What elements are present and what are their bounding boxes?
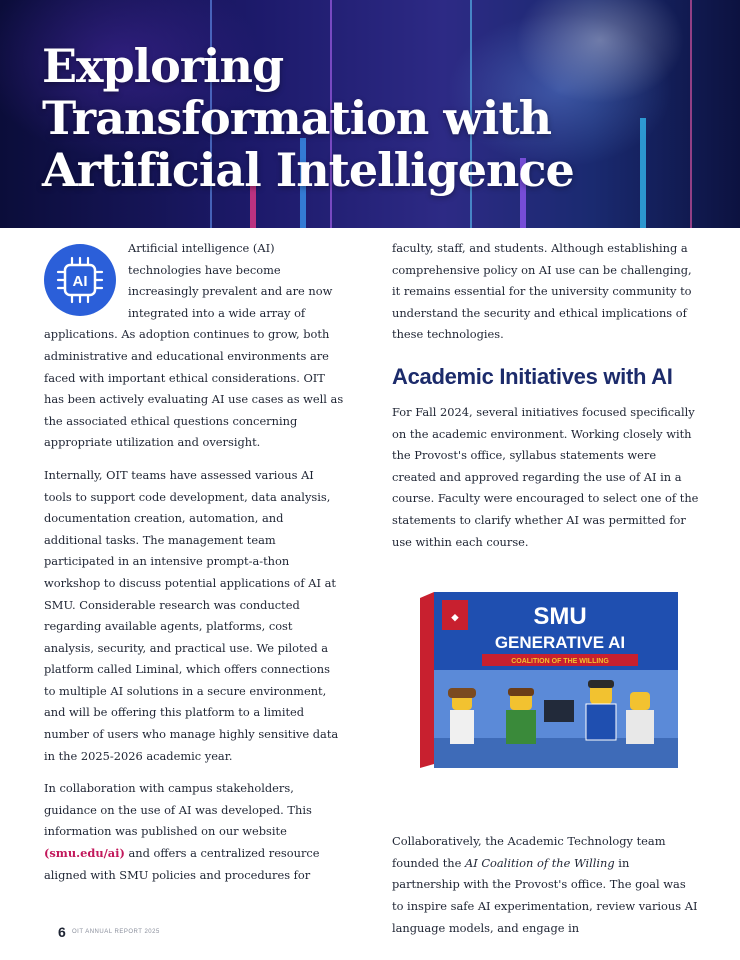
light-bar bbox=[640, 118, 646, 228]
title-line: Transformation with bbox=[42, 91, 552, 145]
generative-ai-box-image bbox=[420, 588, 682, 774]
computer-monitor bbox=[544, 700, 574, 722]
page-title bbox=[42, 40, 574, 196]
light-streak bbox=[690, 0, 692, 228]
box-title-generative-ai: GENERATIVE AI bbox=[494, 633, 626, 652]
hero-banner bbox=[0, 0, 740, 228]
ai-chip-icon bbox=[44, 244, 116, 316]
page-number: 6 bbox=[58, 924, 66, 940]
box-title-smu: SMU bbox=[533, 603, 587, 630]
text-run: Collaboratively, the Academic Technology team founded the bbox=[392, 834, 666, 870]
body-paragraph bbox=[44, 778, 344, 886]
website-link[interactable]: (smu.edu/ai) bbox=[44, 846, 125, 861]
text-run: In collaboration with campus stakeholders, guidance on the use of AI was developed. This information was published on our website bbox=[44, 781, 312, 839]
box-side bbox=[420, 592, 434, 768]
body-paragraph bbox=[392, 831, 700, 939]
figure-2 bbox=[506, 688, 536, 744]
figure-1 bbox=[448, 688, 476, 744]
text-run: and offers a centralized resource aligned with SMU policies and procedures for bbox=[44, 846, 320, 882]
title-line: Exploring bbox=[42, 39, 284, 93]
footer-label: OIT ANNUAL REPORT 2025 bbox=[72, 929, 160, 935]
intro-paragraph: Artificial intelligence (AI) technologies have become increasingly prevalent and are now integrated into a wide array of applications. As adoption continues to grow, both administrative and educational environments are faced with important ethical considerations. OIT has been actively evaluating AI use cases as well as the associated ethical questions concerning appropriate utilization and oversight. bbox=[44, 241, 344, 450]
box-subtitle: COALITION OF THE WILLING bbox=[511, 658, 609, 665]
ai-icon-label: AI bbox=[72, 273, 88, 290]
logo-mark-icon: ◆ bbox=[451, 612, 459, 622]
body-paragraph: faculty, staff, and students. Although establishing a comprehensive policy on AI use can be challenging, it remains essential for the university community to understand the security and ethical implications of these technologies. bbox=[392, 241, 692, 342]
figure-3 bbox=[586, 680, 616, 740]
title-line: Artificial Intelligence bbox=[42, 143, 574, 197]
text-run: in partnership with the Provost's office. The goal was to inspire safe AI experimentation, review various AI language models, and engage in bbox=[392, 855, 698, 935]
left-column bbox=[44, 238, 344, 897]
body-paragraph: For Fall 2024, several initiatives focused specifically on the academic environment. Working closely with the Provost's office, syllabus statements were created and approved regarding the use of AI in a course. Faculty were encouraged to select one of the statements to clarify whether AI was permitted for use within each course. bbox=[392, 404, 699, 549]
figure-4 bbox=[626, 692, 654, 744]
body-paragraph: Internally, OIT teams have assessed various AI tools to support code development, data analysis, documentation creation, automation, and additional tasks. The management team participated in an intensive prompt-a-thon workshop to discuss potential applications of AI at SMU. Considerable research was conducted regarding available agents, platforms, cost analysis, security, and practical use. We piloted a platform called Liminal, which offers connections to multiple AI solutions in a secure environment, and will be offering this platform to a limited number of users who manage highly sensitive data in the 2025-2026 academic year. bbox=[44, 467, 339, 763]
section-heading: Academic Initiatives with AI bbox=[392, 363, 673, 389]
coalition-name: AI Coalition of the Willing bbox=[464, 855, 615, 870]
ai-chip-graphic bbox=[44, 244, 116, 316]
